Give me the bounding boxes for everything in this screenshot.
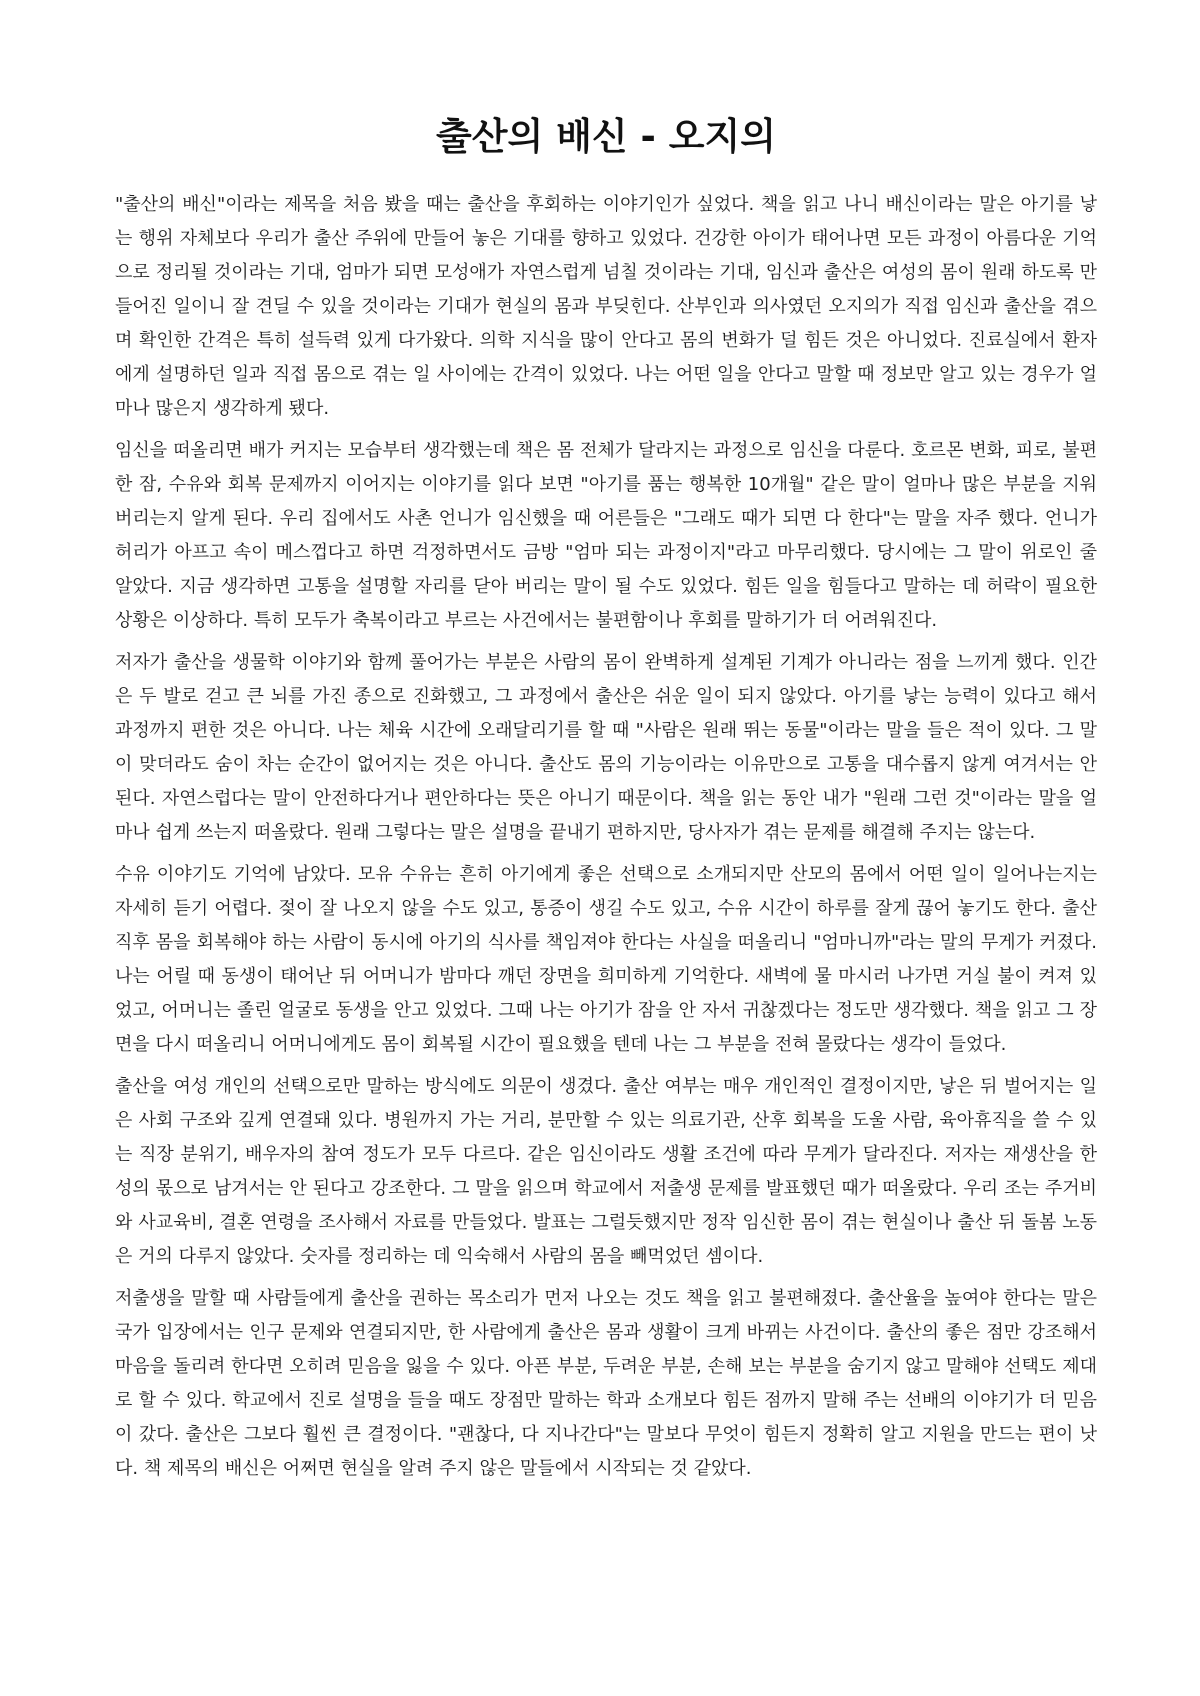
document-body — [115, 188, 1097, 1486]
body-paragraph-3: 저자가 출산을 생물학 이야기와 함께 풀어가는 부분은 사람의 몸이 완벽하게 설계된 기계가 아니라는 점을 느끼게 했다. 인간은 두 발로 걷고 큰 뇌를 가진 종으로 진화했고, 그 과정에서 출산은 쉬운 일이 되지 않았다. 아기를 낳는 능력이 있다고 해서 과정까지 편한 것은 아니다. 나는 체육 시간에 오래달리기를 할 때 "사람은 원래 뛰는 동물"이라는 말을 들은 적이 있다. 그 말이 맞더라도 숨이 차는 순간이 없어지는 것은 아니다. 출산도 몸의 기능이라는 이유만으로 고통을 대수롭지 않게 여겨서는 안 된다. 자연스럽다는 말이 안전하다거나 편안하다는 뜻은 아니기 때문이다. 책을 읽는 동안 내가 "원래 그런 것"이라는 말을 얼마나 쉽게 쓰는지 떠올랐다. 원래 그렇다는 말은 설명을 끝내기 편하지만, 당사자가 겪는 문제를 해결해 주지는 않는다. — [115, 652, 1097, 843]
body-paragraph-6: 저출생을 말할 때 사람들에게 출산을 권하는 목소리가 먼저 나오는 것도 책을 읽고 불편해졌다. 출산율을 높여야 한다는 말은 국가 입장에서는 인구 문제와 연결되지만, 한 사람에게 출산은 몸과 생활이 크게 바뀌는 사건이다. 출산의 좋은 점만 강조해서 마음을 돌리려 한다면 오히려 믿음을 잃을 수 있다. 아픈 부분, 두려운 부분, 손해 보는 부분을 숨기지 않고 말해야 선택도 제대로 할 수 있다. 학교에서 진로 설명을 들을 때도 장점만 말하는 학과 소개보다 힘든 점까지 말해 주는 선배의 이야기가 더 믿음이 갔다. 출산은 그보다 훨씬 큰 결정이다. "괜찮다, 다 지나간다"는 말보다 무엇이 힘든지 정확히 알고 지원을 만드는 편이 낫다. 책 제목의 배신은 어쩌면 현실을 알려 주지 않은 말들에서 시작되는 것 같았다. — [115, 1288, 1097, 1479]
body-paragraph-1: "출산의 배신"이라는 제목을 처음 봤을 때는 출산을 후회하는 이야기인가 싶었다. 책을 읽고 나니 배신이라는 말은 아기를 낳는 행위 자체보다 우리가 출산 주위에 만들어 놓은 기대를 향하고 있었다. 건강한 아이가 태어나면 모든 과정이 아름다운 기억으로 정리될 것이라는 기대, 엄마가 되면 모성애가 자연스럽게 넘칠 것이라는 기대, 임신과 출산은 여성의 몸이 원래 하도록 만들어진 일이니 잘 견딜 수 있을 것이라는 기대가 현실의 몸과 부딪힌다. 산부인과 의사였던 오지의가 직접 임신과 출산을 겪으며 확인한 간격은 특히 설득력 있게 다가왔다. 의학 지식을 많이 안다고 몸의 변화가 덜 힘든 것은 아니었다. 진료실에서 환자에게 설명하던 일과 직접 몸으로 겪는 일 사이에는 간격이 있었다. 나는 어떤 일을 안다고 말할 때 정보만 알고 있는 경우가 얼마나 많은지 생각하게 됐다. — [115, 194, 1097, 419]
body-paragraph-5: 출산을 여성 개인의 선택으로만 말하는 방식에도 의문이 생겼다. 출산 여부는 매우 개인적인 결정이지만, 낳은 뒤 벌어지는 일은 사회 구조와 깊게 연결돼 있다. 병원까지 가는 거리, 분만할 수 있는 의료기관, 산후 회복을 도울 사람, 육아휴직을 쓸 수 있는 직장 분위기, 배우자의 참여 정도가 모두 다르다. 같은 임신이라도 생활 조건에 따라 무게가 달라진다. 저자는 재생산을 한 성의 몫으로 남겨서는 안 된다고 강조한다. 그 말을 읽으며 학교에서 저출생 문제를 발표했던 때가 떠올랐다. 우리 조는 주거비와 사교육비, 결혼 연령을 조사해서 자료를 만들었다. 발표는 그럴듯했지만 정작 임신한 몸이 겪는 현실이나 출산 뒤 돌봄 노동은 거의 다루지 않았다. 숫자를 정리하는 데 익숙해서 사람의 몸을 빼먹었던 셈이다. — [115, 1076, 1097, 1267]
document-title: 출산의 배신 - 오지의 — [436, 115, 776, 158]
body-paragraph-4: 수유 이야기도 기억에 남았다. 모유 수유는 흔히 아기에게 좋은 선택으로 소개되지만 산모의 몸에서 어떤 일이 일어나는지는 자세히 듣기 어렵다. 젖이 잘 나오지 않을 수도 있고, 통증이 생길 수도 있고, 수유 시간이 하루를 잘게 끊어 놓기도 한다. 출산 직후 몸을 회복해야 하는 사람이 동시에 아기의 식사를 책임져야 한다는 사실을 떠올리니 "엄마니까"라는 말의 무게가 커졌다. 나는 어릴 때 동생이 태어난 뒤 어머니가 밤마다 깨던 장면을 희미하게 기억한다. 새벽에 물 마시러 나가면 거실 불이 켜져 있었고, 어머니는 졸린 얼굴로 동생을 안고 있었다. 그때 나는 아기가 잠을 안 자서 귀찮겠다는 정도만 생각했다. 책을 읽고 그 장면을 다시 떠올리니 어머니에게도 몸이 회복될 시간이 필요했을 텐데 나는 그 부분을 전혀 몰랐다는 생각이 들었다. — [115, 864, 1097, 1055]
body-paragraph-2: 임신을 떠올리면 배가 커지는 모습부터 생각했는데 책은 몸 전체가 달라지는 과정으로 임신을 다룬다. 호르몬 변화, 피로, 불편한 잠, 수유와 회복 문제까지 이어지는 이야기를 읽다 보면 "아기를 품는 행복한 10개월" 같은 말이 얼마나 많은 부분을 지워 버리는지 알게 된다. 우리 집에서도 사촌 언니가 임신했을 때 어른들은 "그래도 때가 되면 다 한다"는 말을 자주 했다. 언니가 허리가 아프고 속이 메스껍다고 하면 걱정하면서도 금방 "엄마 되는 과정이지"라고 마무리했다. 당시에는 그 말이 위로인 줄 알았다. 지금 생각하면 고통을 설명할 자리를 닫아 버리는 말이 될 수도 있었다. 힘든 일을 힘들다고 말하는 데 허락이 필요한 상황은 이상하다. 특히 모두가 축복이라고 부르는 사건에서는 불편함이나 후회를 말하기가 더 어려워진다. — [115, 440, 1097, 631]
